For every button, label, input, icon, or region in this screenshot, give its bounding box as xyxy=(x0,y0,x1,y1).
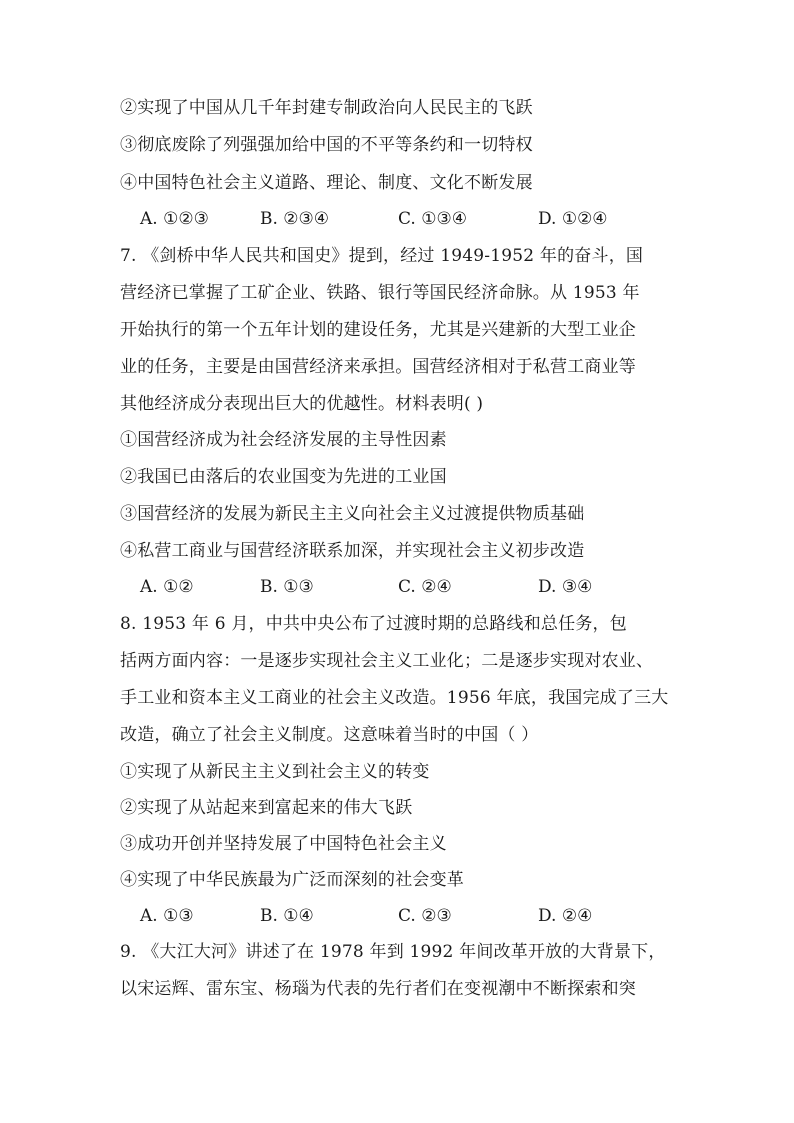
q6-option-c: C. ①③④ xyxy=(398,209,467,229)
q7-stem-line-4: 业的任务，主要是由国营经济来承担。国营经济相对于私营工商业等 xyxy=(120,357,636,377)
q6-options xyxy=(140,207,700,231)
q7-option-d: D. ③④ xyxy=(538,577,593,597)
q8-item-3: ③成功开创并坚持发展了中国特色社会主义 xyxy=(120,834,447,854)
q8-stem-line-1: 8. 1953 年 6 月，中共中央公布了过渡时期的总路线和总任务，包 xyxy=(120,614,627,634)
q7-item-2: ②我国已由落后的农业国变为先进的工业国 xyxy=(120,467,447,487)
q7-option-b: B. ①③ xyxy=(260,577,314,597)
q8-option-b: B. ①④ xyxy=(260,906,314,926)
q6-item-3: ③彻底废除了列强强加给中国的不平等条约和一切特权 xyxy=(120,135,533,155)
q8-option-c: C. ②③ xyxy=(398,906,452,926)
q7-item-1: ①国营经济成为社会经济发展的主导性因素 xyxy=(120,430,447,450)
q6-option-a: A. ①②③ xyxy=(140,209,209,229)
q6-option-d: D. ①②④ xyxy=(538,209,608,229)
q7-option-c: C. ②④ xyxy=(398,577,452,597)
q8-item-4: ④实现了中华民族最为广泛而深刻的社会变革 xyxy=(120,870,464,890)
q6-option-b: B. ②③④ xyxy=(260,209,330,229)
q7-stem-line-5: 其他经济成分表现出巨大的优越性。材料表明( ) xyxy=(120,394,484,414)
q7-stem-line-3: 开始执行的第一个五年计划的建设任务，尤其是兴建新的大型工业企 xyxy=(120,320,636,340)
q7-stem-line-1: 7. 《剑桥中华人民共和国史》提到，经过 1949-1952 年的奋斗，国 xyxy=(120,246,644,266)
q7-options xyxy=(140,575,700,599)
q6-item-4: ④中国特色社会主义道路、理论、制度、文化不断发展 xyxy=(120,173,533,193)
q8-option-a: A. ①③ xyxy=(140,906,194,926)
q7-option-a: A. ①② xyxy=(140,577,194,597)
q9-stem-line-2: 以宋运辉、雷东宝、杨瑙为代表的先行者们在变视潮中不断探索和突 xyxy=(120,979,636,999)
q6-item-2: ②实现了中国从几千年封建专制政治向人民民主的飞跃 xyxy=(120,98,533,118)
q7-stem-line-2: 营经济已掌握了工矿企业、铁路、银行等国民经济命脉。从 1953 年 xyxy=(120,283,640,303)
q8-stem-line-4: 改造，确立了社会主义制度。这意味着当时的中国（ ） xyxy=(120,725,539,745)
q8-stem-line-3: 手工业和资本主义工商业的社会主义改造。1956 年底，我国完成了三大 xyxy=(120,688,669,708)
q8-options xyxy=(140,904,700,928)
q7-item-4: ④私营工商业与国营经济联系加深，并实现社会主义初步改造 xyxy=(120,541,585,561)
q8-item-1: ①实现了从新民主主义到社会主义的转变 xyxy=(120,762,430,782)
q8-stem-line-2: 括两方面内容：一是逐步实现社会主义工业化；二是逐步实现对农业、 xyxy=(120,651,654,671)
q8-option-d: D. ②④ xyxy=(538,906,593,926)
q7-item-3: ③国营经济的发展为新民主主义向社会主义过渡提供物质基础 xyxy=(120,504,585,524)
q8-item-2: ②实现了从站起来到富起来的伟大飞跃 xyxy=(120,798,413,818)
q9-stem-line-1: 9. 《大江大河》讲述了在 1978 年到 1992 年间改革开放的大背景下， xyxy=(120,942,666,962)
